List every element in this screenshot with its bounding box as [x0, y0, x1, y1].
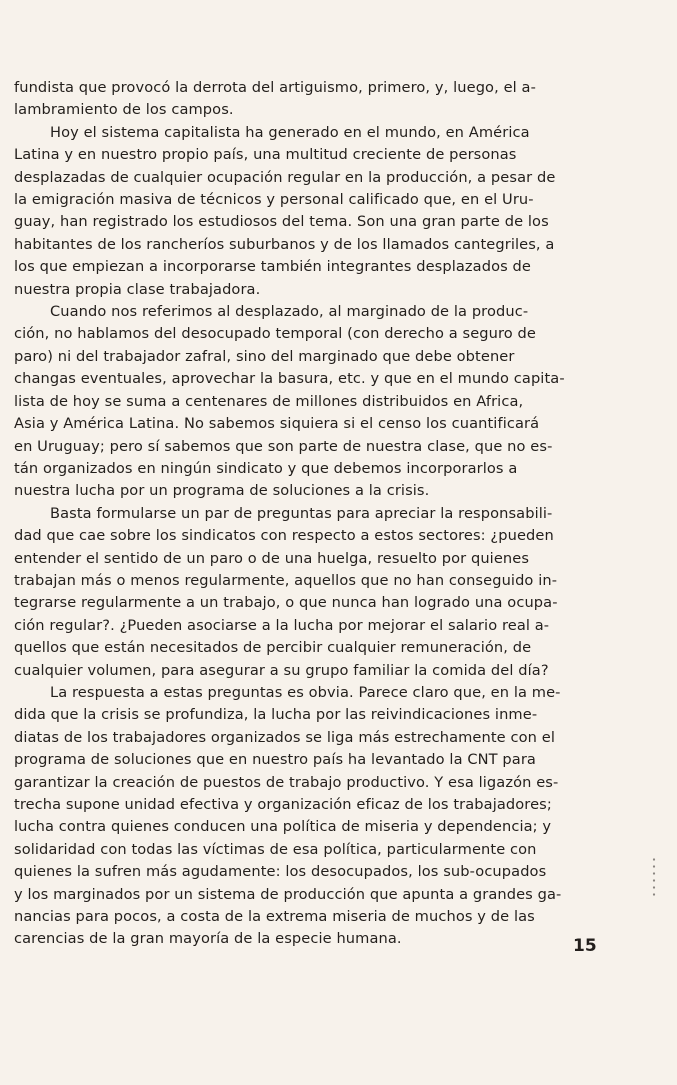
text-line: garantizar la creación de puestos de trabajo productivo. Y esa ligazón es- — [14, 773, 559, 791]
text-line: carencias de la gran mayoría de la especie humana. — [14, 930, 402, 948]
paragraph — [14, 301, 597, 503]
text-line: quienes la sufren más agudamente: los desocupados, los sub-ocupados — [14, 863, 547, 881]
text-line: tegrarse regularmente a un trabajo, o que nunca han logrado una ocupa- — [14, 594, 558, 612]
page-number: 15 — [573, 936, 597, 956]
text-line: cualquier volumen, para asegurar a su grupo familiar la comida del día? — [14, 661, 549, 679]
text-line: Cuando nos referimos al desplazado, al marginado de la produc- — [50, 303, 529, 321]
text-line: guay, han registrado los estudiosos del tema. Son una gran parte de los — [14, 213, 549, 231]
text-line: nancias para pocos, a costa de la extrema miseria de muchos y de las — [14, 908, 535, 926]
text-line: quellos que están necesitados de percibir cualquier remuneración, de — [14, 639, 532, 657]
paragraph — [14, 682, 597, 951]
text-line: fundista que provocó la derrota del artiguismo, primero, y, luego, el a- — [14, 79, 536, 96]
text-line: diatas de los trabajadores organizados se liga más estrechamente con el — [14, 728, 555, 746]
text-line: tán organizados en ningún sindicato y que debemos incorporarlos a — [14, 459, 518, 477]
text-line: Basta formularse un par de preguntas para apreciar la responsabili- — [50, 504, 553, 522]
text-line: changas eventuales, aprovechar la basura, etc. y que en el mundo capita- — [14, 370, 565, 388]
paragraph — [14, 503, 597, 682]
text-line: paro) ni del trabajador zafral, sino del marginado que debe obtener — [14, 347, 515, 365]
text-line: lucha contra quienes conducen una política de miseria y dependencia; y — [14, 818, 552, 836]
text-line: desplazadas de cualquier ocupación regular en la producción, a pesar de — [14, 168, 556, 186]
body-text — [14, 77, 597, 951]
text-line: dad que cae sobre los sindicatos con respecto a estos sectores: ¿pueden — [14, 527, 554, 545]
text-line: dida que la crisis se profundiza, la lucha por las reivindicaciones inme- — [14, 706, 538, 724]
text-line: y los marginados por un sistema de producción que apunta a grandes ga- — [14, 885, 562, 903]
text-line: ción, no hablamos del desocupado temporal (con derecho a seguro de — [14, 325, 536, 343]
text-line: La respuesta a estas preguntas es obvia. Parece claro que, en la me- — [50, 683, 561, 701]
text-line: nuestra lucha por un programa de soluciones a la crisis. — [14, 482, 430, 500]
text-line: Asia y América Latina. No sabemos siquiera si el censo los cuantificará — [14, 415, 540, 433]
text-line: habitantes de los rancheríos suburbanos y de los llamados cantegriles, a — [14, 235, 555, 253]
text-line: trabajan más o menos regularmente, aquellos que no han conseguido in- — [14, 571, 558, 589]
text-line: los que empiezan a incorporarse también integrantes desplazados de — [14, 258, 531, 276]
text-line: entender el sentido de un paro o de una huelga, resuelto por quienes — [14, 549, 530, 567]
text-line: programa de soluciones que en nuestro país ha levantado la CNT para — [14, 751, 536, 769]
text-line: en Uruguay; pero sí sabemos que son parte de nuestra clase, que no es- — [14, 437, 553, 455]
text-line: trecha supone unidad efectiva y organización eficaz de los trabajadores; — [14, 796, 552, 813]
text-line: nuestra propia clase trabajadora. — [14, 280, 261, 298]
paragraph — [14, 122, 597, 301]
text-line: Hoy el sistema capitalista ha generado en el mundo, en América — [50, 123, 530, 141]
text-line: ción regular?. ¿Pueden asociarse a la lucha por mejorar el salario real a- — [14, 616, 550, 634]
text-line: Latina y en nuestro propio país, una multitud creciente de personas — [14, 146, 517, 164]
text-line: solidaridad con todas las víctimas de esa política, particularmente con — [14, 840, 537, 858]
margin-dots — [652, 856, 656, 900]
paragraph — [14, 77, 597, 122]
text-line: la emigración masiva de técnicos y personal calificado que, en el Uru- — [14, 191, 534, 209]
text-line: lambramiento de los campos. — [14, 101, 234, 119]
text-line: lista de hoy se suma a centenares de millones distribuidos en Africa, — [14, 392, 524, 410]
